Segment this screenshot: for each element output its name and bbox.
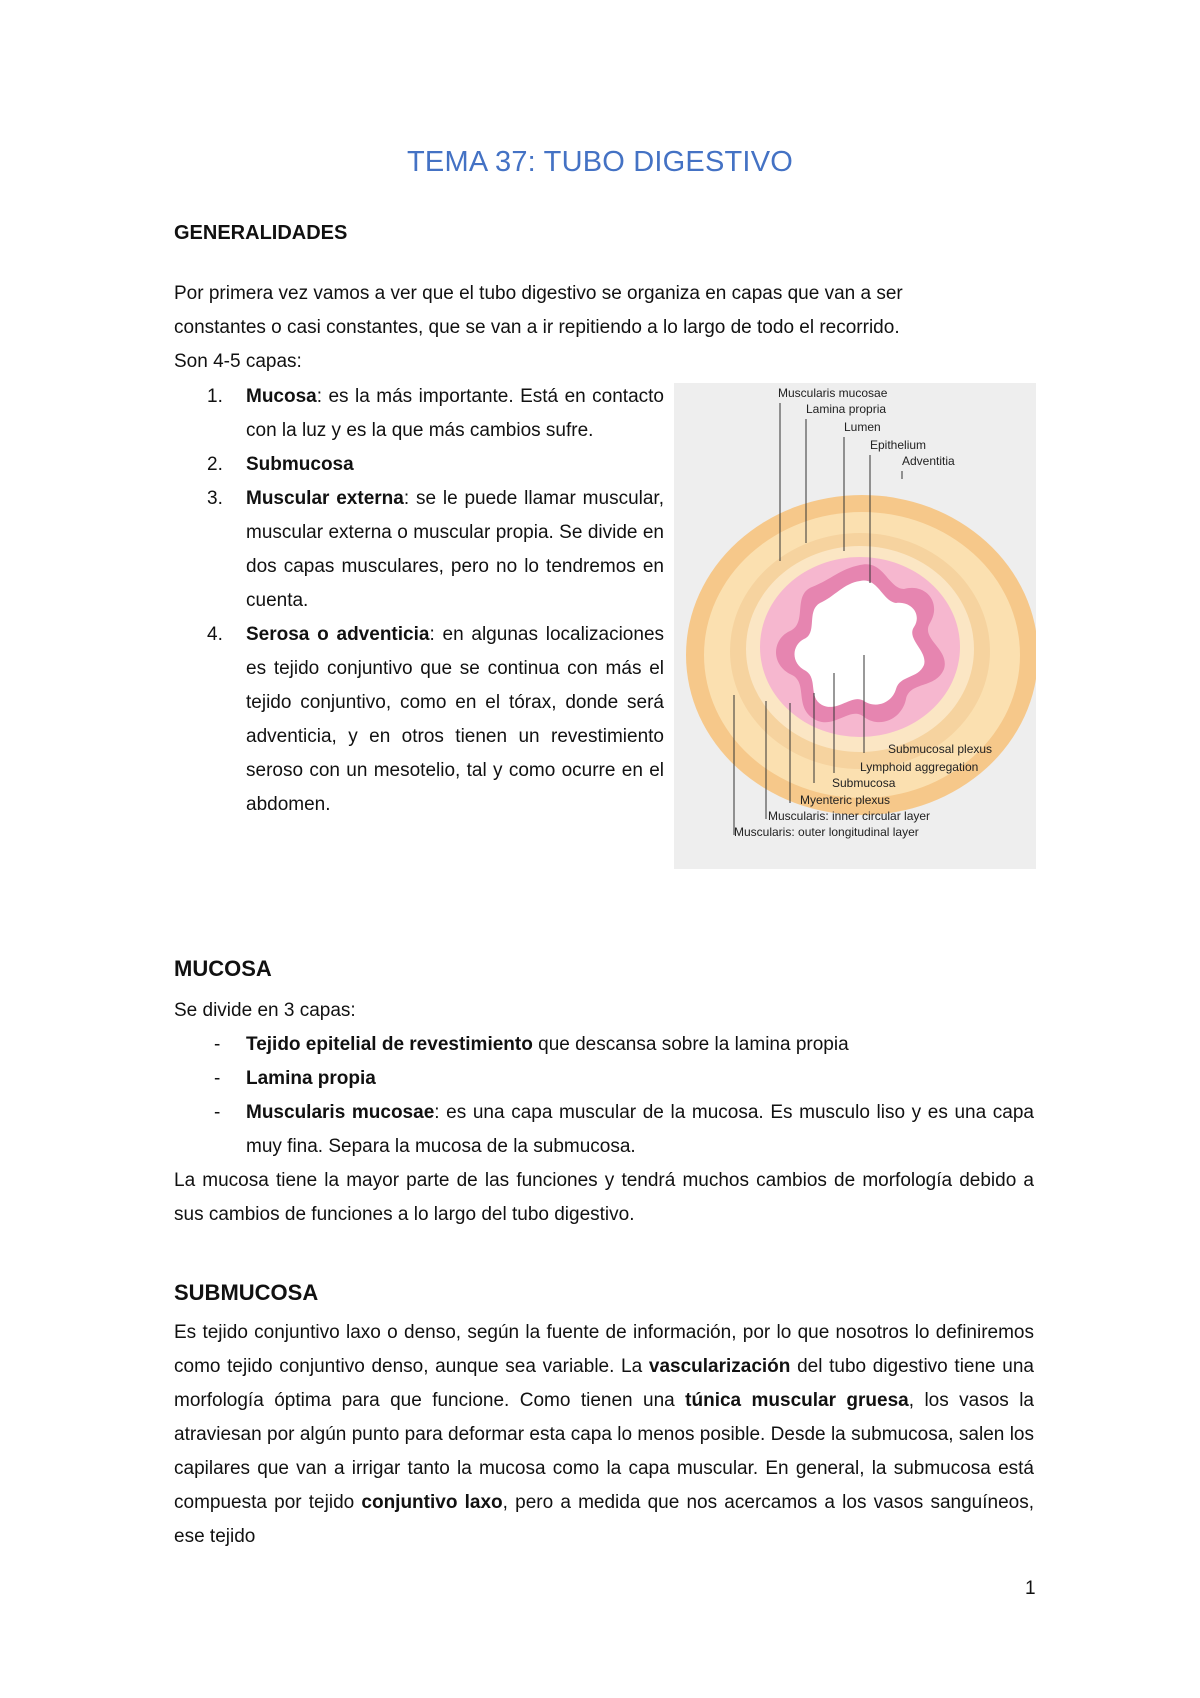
list-item <box>174 380 664 448</box>
label-epithelium: Epithelium <box>870 438 927 452</box>
list-term: Mucosa <box>246 386 317 407</box>
label-lymphoid-aggregation: Lymphoid aggregation <box>860 760 979 774</box>
page-title: TEMA 37: TUBO DIGESTIVO <box>407 146 793 178</box>
list-text: : es una capa muscular de la mucosa. Es musculo liso y es una capa muy fina. Separa la mucosa de la submucosa. <box>246 1102 1034 1157</box>
list-term: Muscular externa <box>246 488 404 509</box>
list-text: : en algunas localizaciones es tejido conjuntivo que se continua con más el tejido conjuntivo, como en el tórax, donde será adventicia, y en otros tienen un revestimiento seroso con un mesotelio, tal y como ocurre en el abdomen. <box>246 624 665 815</box>
list-dash: - <box>214 1034 221 1055</box>
mucosa-intro: Se divide en 3 capas: <box>174 1000 356 1021</box>
paragraph-text: Es tejido conjuntivo laxo o denso, según la fuente de información, por lo que nosotros lo definiremos como tejido conjuntivo denso, aunque sea variable. La <box>174 1322 1034 1377</box>
label-lamina-propria: Lamina propria <box>806 402 887 416</box>
label-submucosa: Submucosa <box>832 776 896 790</box>
bold-term: vascularización <box>648 1356 791 1377</box>
intro-line-1: Por primera vez vamos a ver que el tubo digestivo se organiza en capas que van a ser <box>174 283 903 304</box>
mucosa-list <box>174 1028 1034 1232</box>
label-myenteric-plexus: Myenteric plexus <box>800 793 891 807</box>
list-term: Submucosa <box>246 454 354 475</box>
bold-term: túnica muscular gruesa <box>685 1390 909 1411</box>
list-item <box>174 482 664 618</box>
section-heading-generalidades: GENERALIDADES <box>174 222 348 244</box>
label-muscularis-mucosae: Muscularis mucosae <box>778 386 888 400</box>
layers-list <box>174 380 664 822</box>
list-item <box>174 448 664 482</box>
list-dash: - <box>214 1068 221 1089</box>
list-item <box>174 1096 1034 1164</box>
list-term: Lamina propia <box>246 1068 376 1089</box>
bold-term: conjuntivo laxo <box>361 1492 503 1513</box>
cross-section-diagram <box>674 383 1036 869</box>
list-number: 4. <box>207 624 223 645</box>
intro-line-2: constantes o casi constantes, que se van a ir repitiendo a lo largo de todo el recorrido. <box>174 317 900 338</box>
label-lumen: Lumen <box>844 420 881 434</box>
label-submucosal-plexus: Submucosal plexus <box>888 742 993 756</box>
list-number: 3. <box>207 488 223 509</box>
intro-line-3: Son 4-5 capas: <box>174 351 302 372</box>
label-inner-circular: Muscularis: inner circular layer <box>768 809 931 823</box>
section-heading-mucosa: MUCOSA <box>174 956 272 981</box>
list-item <box>174 1028 1034 1062</box>
list-text: : es la más importante. Está en contacto con la luz y es la que más cambios sufre. <box>246 386 664 441</box>
list-item <box>174 1062 1034 1096</box>
mucosa-closing-paragraph: La mucosa tiene la mayor parte de las funciones y tendrá muchos cambios de morfología debido a sus cambios de funciones a lo largo del tubo digestivo. <box>174 1170 1034 1225</box>
list-text: que descansa sobre la lamina propia <box>532 1034 849 1055</box>
list-term: Serosa o adventicia <box>246 624 430 645</box>
list-number: 1. <box>207 386 223 407</box>
list-dash: - <box>214 1102 221 1123</box>
section-heading-submucosa: SUBMUCOSA <box>174 1280 319 1305</box>
label-adventitia: Adventitia <box>902 454 955 468</box>
paragraph-text: , pero a medida que nos acercamos a los vasos sanguíneos, ese tejido <box>174 1492 1034 1547</box>
submucosa-paragraph <box>174 1316 1034 1554</box>
page-number: 1 <box>1025 1578 1036 1599</box>
paragraph-text: , los vasos la atraviesan por algún punto para deformar esta capa lo menos posible. Desde la submucosa, salen los capilares que van a irrigar tanto la mucosa como la capa muscular. En general, la submucosa está compuesta por tejido <box>174 1390 1035 1513</box>
list-item <box>174 618 664 822</box>
digestive-tube-cross-section-figure <box>674 383 1036 869</box>
paragraph-text: del tubo digestivo tiene una morfología óptima para que funcione. Como tienen una <box>174 1356 1035 1411</box>
list-term: Tejido epitelial de revestimiento <box>246 1034 533 1055</box>
list-number: 2. <box>207 454 223 475</box>
list-term: Muscularis mucosae <box>246 1102 435 1123</box>
list-text: : se le puede llamar muscular, muscular externa o muscular propia. Se divide en dos capas musculares, pero no lo tendremos en cuenta. <box>246 488 664 611</box>
label-outer-longitudinal: Muscularis: outer longitudinal layer <box>734 825 919 839</box>
